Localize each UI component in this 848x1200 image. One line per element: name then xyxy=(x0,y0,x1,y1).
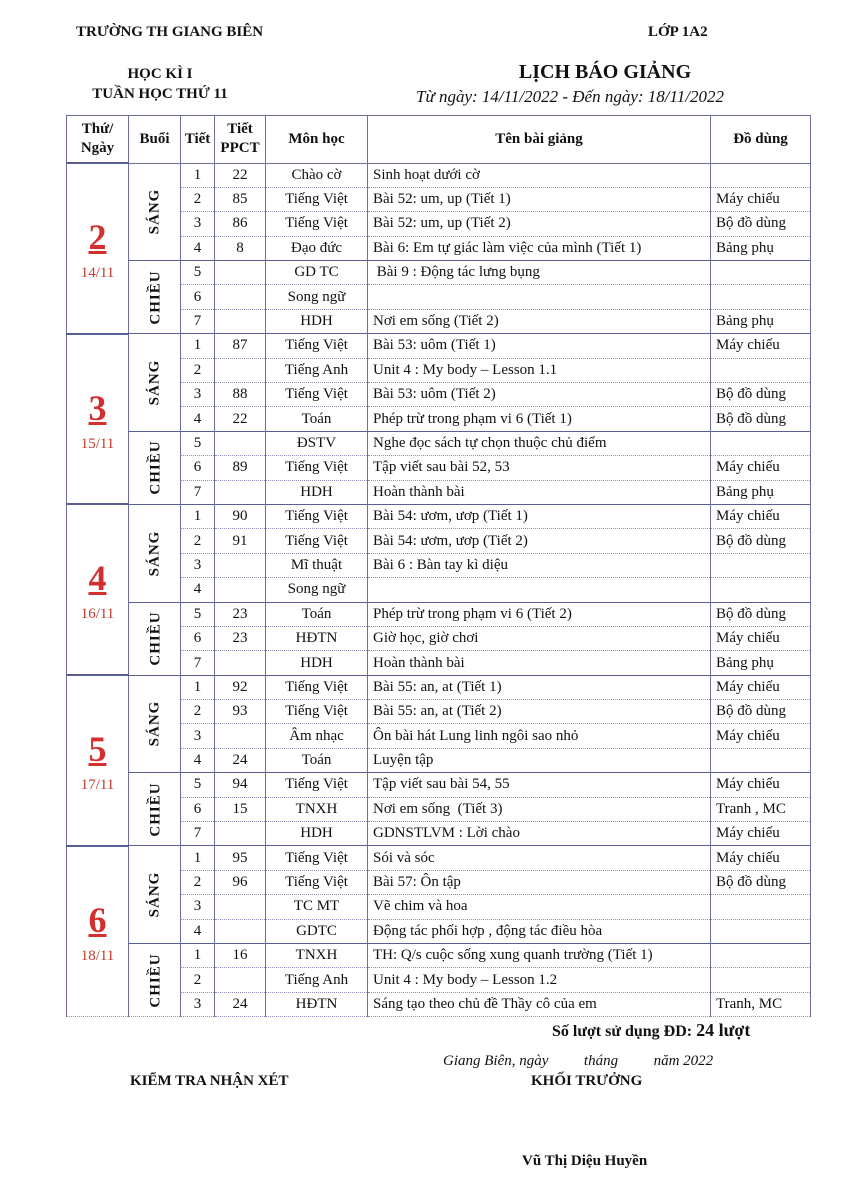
subject-cell: HDH xyxy=(266,309,368,333)
period-cell: 1 xyxy=(181,334,215,358)
lesson-cell: Bài 9 : Động tác lưng bụng xyxy=(368,261,711,285)
place-date xyxy=(443,1053,713,1070)
ppct-cell: 15 xyxy=(215,797,266,821)
ppct-cell: 22 xyxy=(215,163,266,187)
subject-cell: Tiếng Việt xyxy=(266,870,368,894)
ppct-cell xyxy=(215,553,266,577)
subject-cell: GDTC xyxy=(266,919,368,943)
date-range: Từ ngày: 14/11/2022 - Đến ngày: 18/11/2022 xyxy=(416,87,724,106)
subject-cell: Chào cờ xyxy=(266,163,368,187)
period-cell: 3 xyxy=(181,212,215,236)
session-cell xyxy=(129,944,181,1017)
col-header-day: Thứ/ Ngày xyxy=(67,116,129,164)
session-label: CHIỀU xyxy=(147,611,164,666)
period-cell: 1 xyxy=(181,163,215,187)
lesson-cell xyxy=(368,578,711,602)
day-number: 5 xyxy=(88,729,107,770)
lesson-cell: Bài 57: Ôn tập xyxy=(368,870,711,894)
day-cell xyxy=(67,163,129,334)
period-cell: 2 xyxy=(181,968,215,992)
period-cell: 3 xyxy=(181,383,215,407)
lesson-cell: Hoàn thành bài xyxy=(368,480,711,504)
subject-cell: GD TC xyxy=(266,261,368,285)
subject-cell: HDH xyxy=(266,480,368,504)
lesson-cell: Bài 54: ươm, ươp (Tiết 1) xyxy=(368,504,711,528)
session-label: SÁNG xyxy=(146,530,162,577)
ppct-cell xyxy=(215,651,266,675)
lesson-cell xyxy=(368,285,711,309)
period-cell: 7 xyxy=(181,822,215,846)
session-cell xyxy=(129,334,181,432)
lesson-cell: Bài 6 : Bàn tay kì diệu xyxy=(368,553,711,577)
equipment-cell: Tranh , MC xyxy=(711,797,811,821)
period-cell: 4 xyxy=(181,236,215,260)
equipment-cell: Máy chiếu xyxy=(711,724,811,748)
lesson-cell: Tập viết sau bài 54, 55 xyxy=(368,773,711,797)
period-cell: 5 xyxy=(181,602,215,626)
period-cell: 7 xyxy=(181,651,215,675)
period-cell: 6 xyxy=(181,285,215,309)
subject-cell: Tiếng Việt xyxy=(266,187,368,211)
lesson-cell: Tập viết sau bài 52, 53 xyxy=(368,456,711,480)
subject-cell: Tiếng Việt xyxy=(266,529,368,553)
ppct-cell xyxy=(215,285,266,309)
lesson-cell: Hoàn thành bài xyxy=(368,651,711,675)
ppct-cell: 24 xyxy=(215,748,266,772)
equipment-cell: Bộ đồ dùng xyxy=(711,529,811,553)
ppct-cell xyxy=(215,358,266,382)
ppct-cell: 22 xyxy=(215,407,266,431)
subject-cell: Tiếng Việt xyxy=(266,846,368,870)
document-title: LỊCH BÁO GIẢNG xyxy=(518,61,692,83)
table-row xyxy=(67,163,811,187)
period-cell: 2 xyxy=(181,870,215,894)
lesson-cell: Động tác phối hợp , động tác điều hòa xyxy=(368,919,711,943)
day-cell xyxy=(67,846,129,1017)
ppct-cell: 86 xyxy=(215,212,266,236)
equipment-cell xyxy=(711,553,811,577)
subject-cell: Đạo đức xyxy=(266,236,368,260)
year-label: năm 2022 xyxy=(653,1053,714,1069)
check-label: KIỂM TRA NHẬN XÉT xyxy=(130,1073,289,1089)
subject-cell: Tiếng Anh xyxy=(266,358,368,382)
subject-cell: TC MT xyxy=(266,895,368,919)
session-cell xyxy=(129,431,181,504)
session-cell xyxy=(129,602,181,675)
lesson-cell: Vẽ chim và hoa xyxy=(368,895,711,919)
day-date: 16/11 xyxy=(80,606,115,623)
subject-cell: HĐTN xyxy=(266,626,368,650)
col-header-lesson: Tên bài giảng xyxy=(368,116,711,164)
session-cell xyxy=(129,846,181,944)
day-date: 17/11 xyxy=(80,777,115,794)
day-cell xyxy=(67,334,129,505)
equipment-cell: Máy chiếu xyxy=(711,822,811,846)
equipment-cell xyxy=(711,944,811,968)
equipment-cell xyxy=(711,895,811,919)
period-cell: 7 xyxy=(181,480,215,504)
ppct-cell: 95 xyxy=(215,846,266,870)
equipment-cell: Bảng phụ xyxy=(711,309,811,333)
lesson-cell: Bài 52: um, up (Tiết 1) xyxy=(368,187,711,211)
subject-cell: Tiếng Việt xyxy=(266,383,368,407)
table-header-row xyxy=(67,116,811,164)
period-cell: 1 xyxy=(181,675,215,699)
session-label: CHIỀU xyxy=(147,440,164,495)
col-header-period: Tiết xyxy=(181,116,215,164)
period-cell: 4 xyxy=(181,919,215,943)
lesson-cell: Bài 55: an, at (Tiết 1) xyxy=(368,675,711,699)
col-header-session: Buổi xyxy=(129,116,181,164)
ppct-cell: 87 xyxy=(215,334,266,358)
ppct-cell: 16 xyxy=(215,944,266,968)
ppct-cell: 23 xyxy=(215,602,266,626)
subject-cell: Tiếng Anh xyxy=(266,968,368,992)
ppct-cell xyxy=(215,822,266,846)
col-header-equipment: Đồ dùng xyxy=(711,116,811,164)
period-cell: 6 xyxy=(181,456,215,480)
session-label: SÁNG xyxy=(146,188,162,235)
table-row xyxy=(67,431,811,455)
ppct-cell xyxy=(215,480,266,504)
period-cell: 1 xyxy=(181,504,215,528)
subject-cell: Tiếng Việt xyxy=(266,700,368,724)
lesson-cell: Sinh hoạt dưới cờ xyxy=(368,163,711,187)
subject-cell: Tiếng Việt xyxy=(266,504,368,528)
lesson-cell: Bài 52: um, up (Tiết 2) xyxy=(368,212,711,236)
lesson-cell: Nơi em sống (Tiết 3) xyxy=(368,797,711,821)
ppct-cell: 8 xyxy=(215,236,266,260)
period-cell: 3 xyxy=(181,992,215,1016)
lesson-cell: Unit 4 : My body – Lesson 1.1 xyxy=(368,358,711,382)
ppct-cell xyxy=(215,724,266,748)
period-cell: 2 xyxy=(181,358,215,382)
equipment-cell: Bảng phụ xyxy=(711,236,811,260)
equipment-cell: Bộ đồ dùng xyxy=(711,602,811,626)
table-row xyxy=(67,504,811,528)
session-label: SÁNG xyxy=(146,871,162,918)
table-row xyxy=(67,675,811,699)
period-cell: 6 xyxy=(181,626,215,650)
day-date: 18/11 xyxy=(80,948,115,965)
equipment-cell: Máy chiếu xyxy=(711,675,811,699)
ppct-cell: 85 xyxy=(215,187,266,211)
lesson-cell: Bài 53: uôm (Tiết 2) xyxy=(368,383,711,407)
subject-cell: Toán xyxy=(266,602,368,626)
subject-cell: Tiếng Việt xyxy=(266,212,368,236)
subject-cell: HDH xyxy=(266,651,368,675)
period-cell: 5 xyxy=(181,261,215,285)
lesson-cell: Unit 4 : My body – Lesson 1.2 xyxy=(368,968,711,992)
ppct-cell xyxy=(215,968,266,992)
equipment-cell: Bảng phụ xyxy=(711,651,811,675)
period-cell: 3 xyxy=(181,895,215,919)
table-row xyxy=(67,846,811,870)
equipment-cell: Bộ đồ dùng xyxy=(711,870,811,894)
period-cell: 1 xyxy=(181,944,215,968)
equipment-cell: Tranh, MC xyxy=(711,992,811,1016)
period-cell: 1 xyxy=(181,846,215,870)
equipment-cell: Bảng phụ xyxy=(711,480,811,504)
subject-cell: Song ngữ xyxy=(266,285,368,309)
col-header-ppct: Tiết PPCT xyxy=(215,116,266,164)
ppct-cell xyxy=(215,431,266,455)
subject-cell: TNXH xyxy=(266,944,368,968)
table-row xyxy=(67,773,811,797)
equipment-cell: Bộ đồ dùng xyxy=(711,700,811,724)
ppct-cell: 92 xyxy=(215,675,266,699)
day-number: 3 xyxy=(88,387,107,428)
equipment-usage xyxy=(552,1020,750,1041)
lesson-cell: Sáng tạo theo chủ đề Thầy cô của em xyxy=(368,992,711,1016)
period-cell: 2 xyxy=(181,700,215,724)
ppct-cell xyxy=(215,309,266,333)
equipment-cell: Máy chiếu xyxy=(711,187,811,211)
day-number: 6 xyxy=(88,900,107,941)
ppct-cell: 94 xyxy=(215,773,266,797)
period-cell: 6 xyxy=(181,797,215,821)
signer-name: Vũ Thị Diệu Huyền xyxy=(522,1153,648,1169)
session-cell xyxy=(129,504,181,602)
subject-cell: Toán xyxy=(266,748,368,772)
col-header-subject: Môn học xyxy=(266,116,368,164)
equipment-cell xyxy=(711,919,811,943)
equipment-cell: Máy chiếu xyxy=(711,334,811,358)
subject-cell: ĐSTV xyxy=(266,431,368,455)
equipment-cell xyxy=(711,285,811,309)
usage-value: 24 lượt xyxy=(696,1020,751,1040)
month-label: tháng xyxy=(583,1053,619,1069)
ppct-cell: 24 xyxy=(215,992,266,1016)
period-cell: 4 xyxy=(181,748,215,772)
subject-cell: TNXH xyxy=(266,797,368,821)
table-row xyxy=(67,944,811,968)
ppct-cell: 91 xyxy=(215,529,266,553)
day-date: 14/11 xyxy=(80,264,115,281)
day-cell xyxy=(67,504,129,675)
lesson-cell: Bài 55: an, at (Tiết 2) xyxy=(368,700,711,724)
day-cell xyxy=(67,675,129,846)
equipment-cell: Máy chiếu xyxy=(711,626,811,650)
session-label: SÁNG xyxy=(146,359,162,406)
lesson-cell: Ôn bài hát Lung linh ngôi sao nhỏ xyxy=(368,724,711,748)
lesson-cell: Sói và sóc xyxy=(368,846,711,870)
lesson-cell: Nơi em sống (Tiết 2) xyxy=(368,309,711,333)
session-cell xyxy=(129,675,181,773)
subject-cell: HDH xyxy=(266,822,368,846)
equipment-cell: Máy chiếu xyxy=(711,846,811,870)
equipment-cell: Máy chiếu xyxy=(711,773,811,797)
lesson-cell: Bài 54: ươm, ươp (Tiết 2) xyxy=(368,529,711,553)
session-label: CHIỀU xyxy=(147,782,164,837)
lesson-cell: Phép trừ trong phạm vi 6 (Tiết 2) xyxy=(368,602,711,626)
table-row xyxy=(67,261,811,285)
lesson-cell: GDNSTLVM : Lời chào xyxy=(368,822,711,846)
usage-label: Số lượt sử dụng ĐD: xyxy=(552,1023,693,1040)
lesson-cell: Giờ học, giờ chơi xyxy=(368,626,711,650)
lesson-cell: Bài 53: uôm (Tiết 1) xyxy=(368,334,711,358)
session-cell xyxy=(129,261,181,334)
period-cell: 7 xyxy=(181,309,215,333)
table-row xyxy=(67,334,811,358)
subject-cell: HĐTN xyxy=(266,992,368,1016)
ppct-cell: 23 xyxy=(215,626,266,650)
subject-cell: Song ngữ xyxy=(266,578,368,602)
head-label: KHỐI TRƯỞNG xyxy=(531,1073,643,1089)
ppct-cell: 88 xyxy=(215,383,266,407)
ppct-cell: 96 xyxy=(215,870,266,894)
schedule-table xyxy=(66,115,811,1017)
equipment-cell: Máy chiếu xyxy=(711,456,811,480)
ppct-cell xyxy=(215,261,266,285)
class-name: LỚP 1A2 xyxy=(648,24,708,40)
school-name: TRƯỜNG TH GIANG BIÊN xyxy=(76,24,264,40)
equipment-cell: Bộ đồ dùng xyxy=(711,212,811,236)
day-number: 2 xyxy=(88,216,107,257)
period-cell: 2 xyxy=(181,187,215,211)
subject-cell: Tiếng Việt xyxy=(266,675,368,699)
period-cell: 3 xyxy=(181,553,215,577)
period-cell: 2 xyxy=(181,529,215,553)
ppct-cell: 90 xyxy=(215,504,266,528)
period-cell: 5 xyxy=(181,773,215,797)
lesson-cell: TH: Q/s cuộc sống xung quanh trường (Tiết 1) xyxy=(368,944,711,968)
equipment-cell xyxy=(711,968,811,992)
session-label: CHIỀU xyxy=(147,952,164,1008)
session-cell xyxy=(129,163,181,261)
equipment-cell xyxy=(711,358,811,382)
ppct-cell xyxy=(215,578,266,602)
ppct-cell: 93 xyxy=(215,700,266,724)
subject-cell: Mĩ thuật xyxy=(266,553,368,577)
term-label: HỌC KÌ I xyxy=(127,66,193,82)
place-date-label: Giang Biên, ngày xyxy=(443,1053,549,1069)
week-label: TUẦN HỌC THỨ 11 xyxy=(92,86,228,102)
equipment-cell: Bộ đồ dùng xyxy=(711,407,811,431)
day-date: 15/11 xyxy=(80,435,115,452)
period-cell: 4 xyxy=(181,578,215,602)
equipment-cell xyxy=(711,431,811,455)
session-label: CHIỀU xyxy=(147,270,164,325)
lesson-cell: Bài 6: Em tự giác làm việc của mình (Tiết 1) xyxy=(368,236,711,260)
subject-cell: Âm nhạc xyxy=(266,724,368,748)
lesson-cell: Phép trừ trong phạm vi 6 (Tiết 1) xyxy=(368,407,711,431)
lesson-cell: Nghe đọc sách tự chọn thuộc chủ điểm xyxy=(368,431,711,455)
period-cell: 4 xyxy=(181,407,215,431)
equipment-cell: Máy chiếu xyxy=(711,504,811,528)
day-number: 4 xyxy=(88,558,107,599)
ppct-cell: 89 xyxy=(215,456,266,480)
subject-cell: Tiếng Việt xyxy=(266,456,368,480)
equipment-cell: Bộ đồ dùng xyxy=(711,383,811,407)
session-cell xyxy=(129,773,181,846)
ppct-cell xyxy=(215,895,266,919)
subject-cell: Toán xyxy=(266,407,368,431)
period-cell: 5 xyxy=(181,431,215,455)
session-label: SÁNG xyxy=(146,701,162,747)
equipment-cell xyxy=(711,261,811,285)
ppct-cell xyxy=(215,919,266,943)
subject-cell: Tiếng Việt xyxy=(266,773,368,797)
equipment-cell xyxy=(711,578,811,602)
period-cell: 3 xyxy=(181,724,215,748)
equipment-cell xyxy=(711,163,811,187)
subject-cell: Tiếng Việt xyxy=(266,334,368,358)
equipment-cell xyxy=(711,748,811,772)
table-row xyxy=(67,602,811,626)
lesson-cell: Luyện tập xyxy=(368,748,711,772)
term-block xyxy=(60,64,260,104)
